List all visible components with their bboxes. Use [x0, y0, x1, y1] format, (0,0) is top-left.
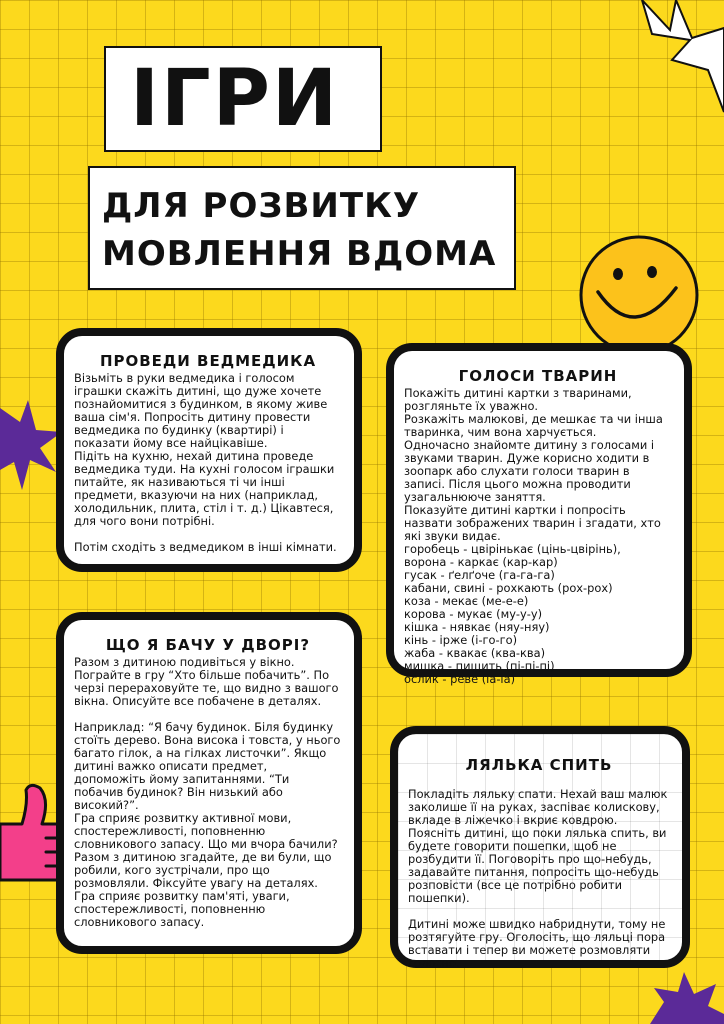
purple-starburst-icon [650, 972, 724, 1024]
card-body: Візьміть в руки ведмедика і голосом іграшки скажіть дитині, що дуже хочете познайомитися з будинком, в якому живе ваша сім'я. Попросіть дитину провести ведмедика по будинку (квартирі) і показати йому все найцікавіше. Підіть на кухню, нехай дитина проведе ведмедика туди. На кухні голосом іграшки питайте, як називаються ті чи інші предмети, вказуючи на них (наприклад, холодильник, плита, стіл і т. д.) Цікавтеся, для чого вони потрібні. Потім сходіть з ведмедиком в інші кімнати. [74, 371, 337, 554]
card-animal-voices [386, 343, 692, 686]
card-title: ЩО Я БАЧУ У ДВОРІ? [105, 636, 311, 654]
page-title-text: ІГРИ [130, 54, 340, 144]
card-title: ГОЛОСИ ТВАРИН [458, 367, 618, 385]
card-yard-game [56, 612, 362, 954]
page-subtitle [88, 166, 516, 290]
card-body: Разом з дитиною подивіться у вікно. Пограйте в гру “Хто більше побачить”. По черзі перераховуйте те, що видно з вашого вікна. Описуйте все побачене в деталях. Наприклад: “Я бачу будинок. Біля будинку стоїть дерево. Вона висока і товста, у нього багато гілок, а на гілках листочки”. Якщо дитині важко описати предмет, допоможіть йому запитаннями. “Ти побачив будинок? Він низький або високий?”. Гра сприяє розвитку активної мови, спостережливості, поповненню словникового запасу. Що ми вчора бачили? Разом з дитиною згадайте, де ви були, що робили, кого зустрічали, про що розмовляли. Фіксуйте увагу на деталях. Гра сприяє розвитку пам'яті, уваги, спостережливості, поповненню словникового запасу. [74, 655, 341, 929]
card-body: Покладіть ляльку спати. Нехай ваш малюк заколише її на руках, заспіває колискову, вкладе в ліжечко і вкриє ковдрою. Поясніть дитині, що поки лялька спить, ви будете говорити пошепки, щоб не розбудити її. Поговоріть про що-небудь, задавайте питання, попросіть що-небудь розповісти (все це потрібно робити пошепки). Дитині може швидко набриднути, тому не розтягуйте гру. Оголосіть, що ляльці пора вставати і тепер ви можете розмовляти голосно. [408, 787, 668, 970]
card-doll-sleeps [390, 726, 690, 968]
page-title [104, 46, 382, 152]
card-body: Покажіть дитині картки з тваринами, розгляньте їх уважно. Розкажіть малюкові, де мешкає та чи інша тваринка, чим вона харчується. Одночасно знайомте дитину з голосами і звуками тварин. Дуже корисно ходити в зоопарк або слухати голоси тварин в записі. Після цього можна проводити узагальнюючe заняття. Показуйте дитині картки і попросіть назвати зображених тварин і згадати, хто які звуки видає. горобець - цвірінькає (цінь-цвірінь), ворона - каркає (кар-кар) гусак - ґелґоче (га-га-га) кабани, свині - рохкають (рох-рох) коза - мекає (ме-е-е) корова - мукає (му-у-у) кішка - нявкає (няу-няу) кінь - ірже (і-го-го) жаба - квакає (ква-ква) мишка - пищить (пі-пі-пі) ослик - реве (іа-іа) [404, 386, 663, 686]
smiley-face-icon [576, 234, 702, 356]
subtitle-line-2: МОВЛЕННЯ ВДОМА [102, 234, 497, 274]
card-title: ЛЯЛЬКА СПИТЬ [465, 756, 613, 774]
white-starburst-icon [612, 0, 724, 112]
card-title: ПРОВЕДИ ВЕДМЕДИКА [99, 352, 317, 370]
card-bear-game [56, 328, 362, 572]
subtitle-line-1: ДЛЯ РОЗВИТКУ [102, 186, 421, 226]
